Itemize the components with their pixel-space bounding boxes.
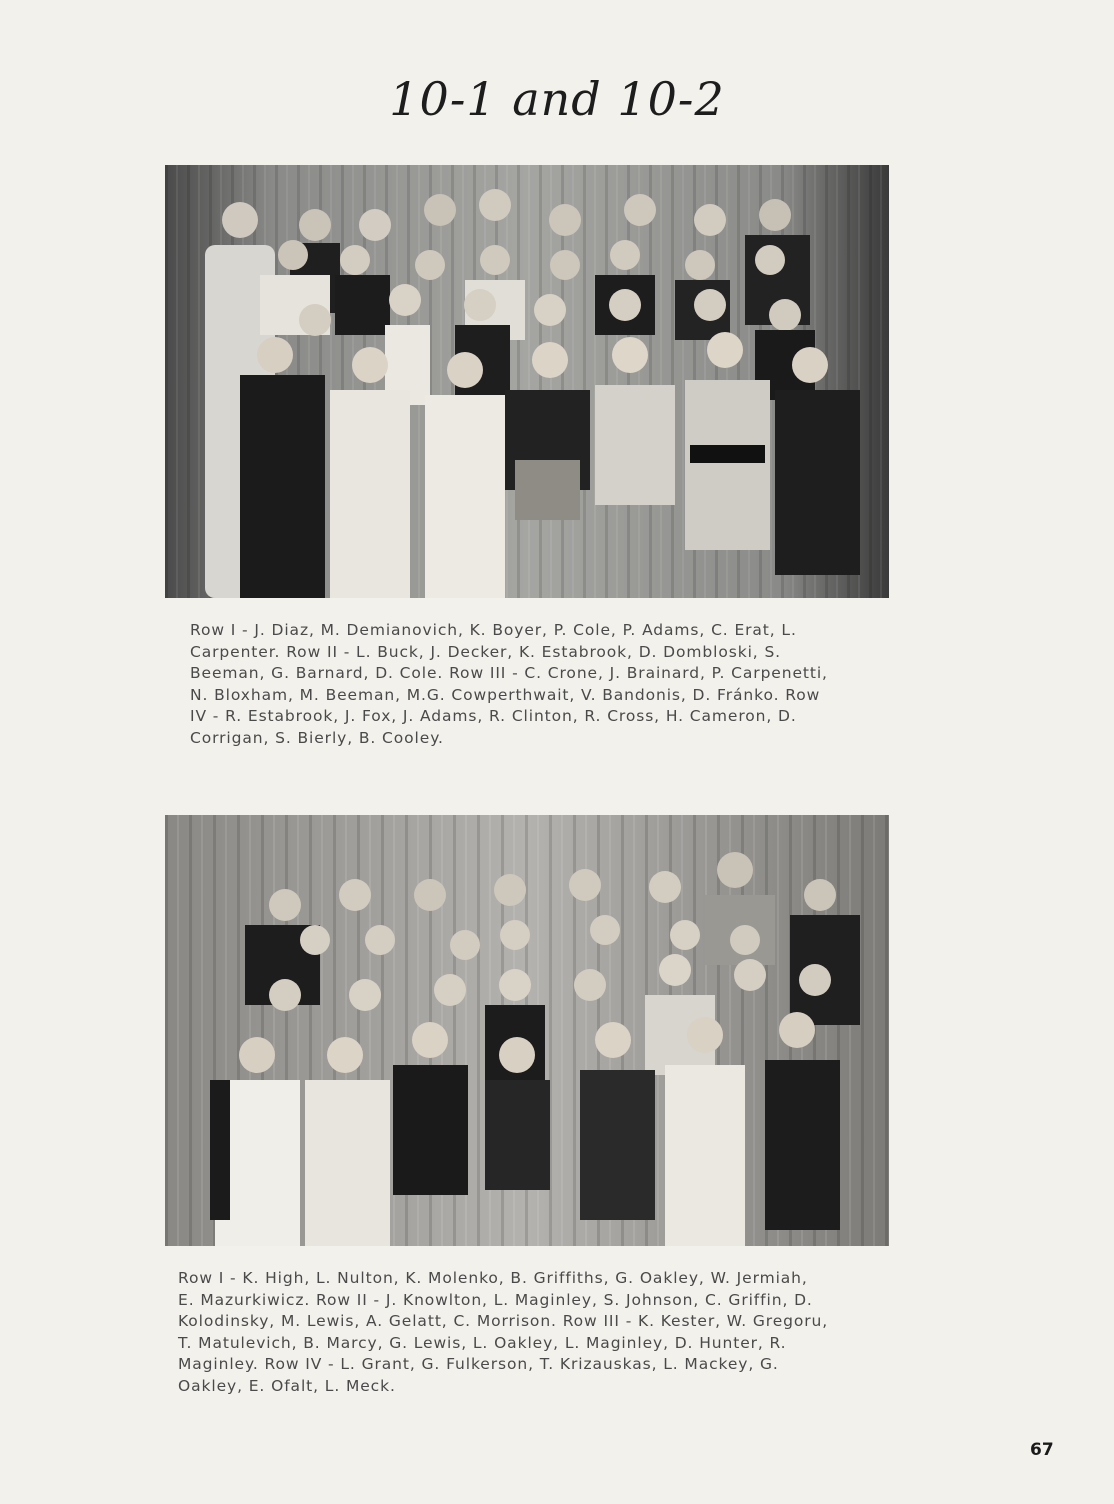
class-photo-10-1 — [165, 165, 889, 598]
group-photo-image — [165, 165, 889, 598]
photo-caption-10-1 — [190, 620, 828, 749]
caption-line: Corrigan, S. Bierly, B. Cooley. — [190, 728, 444, 747]
page-title: 10-1 and 10-2 — [389, 72, 725, 126]
group-photo-image — [165, 815, 889, 1246]
photo-caption-10-2 — [178, 1268, 828, 1397]
caption-line: Beeman, G. Barnard, D. Cole. Row III - C. Crone, J. Brainard, P. Carpenetti, — [190, 664, 828, 682]
caption-line: T. Matulevich, B. Marcy, G. Lewis, L. Oakley, L. Maginley, D. Hunter, R. — [178, 1333, 787, 1352]
caption-line: Row I - J. Diaz, M. Demianovich, K. Boyer, P. Cole, P. Adams, C. Erat, L. — [190, 621, 797, 639]
caption-line: Row I - K. High, L. Nulton, K. Molenko, B. Griffiths, G. Oakley, W. Jermiah, — [178, 1269, 808, 1287]
caption-line: E. Mazurkiwicz. Row II - J. Knowlton, L. Maginley, S. Johnson, C. Griffin, D. — [178, 1290, 813, 1309]
caption-line: Maginley. Row IV - L. Grant, G. Fulkerson, T. Krizauskas, L. Mackey, G. — [178, 1355, 779, 1373]
class-photo-10-2 — [165, 815, 889, 1246]
caption-line: Carpenter. Row II - L. Buck, J. Decker, K. Estabrook, D. Dombloski, S. — [190, 642, 782, 661]
caption-line: Oakley, E. Ofalt, L. Meck. — [178, 1376, 396, 1395]
caption-line: Kolodinsky, M. Lewis, A. Gelatt, C. Morrison. Row III - K. Kester, W. Gregoru, — [178, 1312, 829, 1330]
caption-line: IV - R. Estabrook, J. Fox, J. Adams, R. Clinton, R. Cross, H. Cameron, D. — [190, 707, 797, 725]
page-number: 67 — [1030, 1440, 1054, 1460]
caption-line: N. Bloxham, M. Beeman, M.G. Cowperthwait, V. Bandonis, D. Fránko. Row — [190, 685, 821, 704]
